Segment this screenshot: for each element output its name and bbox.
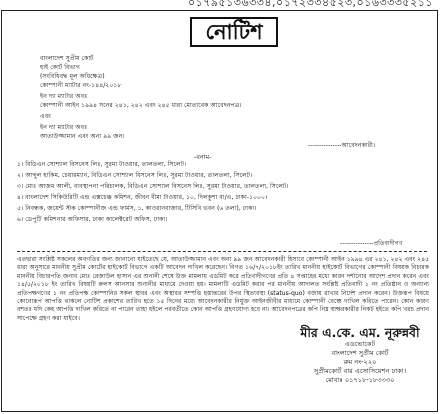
- petitioner-names: আতাউজ্জামান এবং অন্য ৯৯ জন।: [40, 133, 125, 140]
- notice-body: এতদ্বারা সংশ্লিষ্ট সকলের অবগতির জন্য জানানো যাইতেছে যে, আতাউজ্জামান এবং অন্য ৯৯ জন আবেদনকারী হিসাবে কোম্পানী আইন ১৯৯৪ এর ২৪১, ২৪২ এবং ২৪৫ ধারা অনুসারে মাননীয় সুপ্রীম কোর্টের হাইকোর্ট বিভাগে একটি আবেদন দাখিল করেছেন। বিগত ১৬/৭/২০১৮ইং তারিখ মাননীয় হাইকোর্ট বিভাগের কোম্পানী বিষয়ক বিচারক মাননীয় বিচারপতি জনাব মোঃ রেজাউল হাসান এর শুনানী শেষে উক্ত মামলায় এডমিট করে প্রতিবাদীগণের প্রতি ৪ সপ্তাহের মধ্যে কারন দর্শানোর আদেশ প্রদান করেন এবং ১৪/৫/২০১৮ ইং তারিখ বিষয়টি রুলস আনসার শুনানীর মাধ্যমে দেওয়া হয়। মামলাটি এডমিট করার পর মাননীয় আদালত সংশ্লিষ্ট প্রতিবাদী ১ নং প্রতিষ্ঠান ও অন্যান্য প্রতিপক্ষগণের ১ নং প্রতিপক্ষ কোম্পানির সকল স্থাবর এবং অস্থাবর সম্পত্তি হস্তান্তরের উপর স্থিতাবস্থা (status-quo) বজায় রাখার নির্দেশ প্রদান করেন। উক্তরূপ বিষয়ে কোনোরূপ আপত্তি থাকলে নোটিশ প্রকাশের তারিখ হতে ১৫ দিনের মধ্যে আবেদনকারীর নিযুক্ত আইনজীবীর মাধ্যমে কোম্পানী বেঞ্চে দাখিল করিতে পারেন। কোন কারণ বশতঃ যদি কেহ আপত্তি দাখিল করিতে না পারেন তাহা হইলে পরবর্তীতে কোন আপত্তি গ্রহণযোগ্য হবে না। আবেদনপত্রের কপি নিম্ন স্বাক্ষরকারীর নিকট হইতে কপি খরচ প্রদান সাপেক্ষে গ্রহণ করা যাইবে।: [17, 256, 429, 322]
- advocate-room: রুম নং-২২০: [343, 358, 377, 366]
- advocate-name: মীর এ.কে. এম. নূরুন্নবী: [300, 325, 420, 340]
- matter-label-2: ইন দ্যা ম্যাটার অবঃ: [40, 124, 88, 131]
- notice-title: নোটিশ: [190, 17, 278, 47]
- top-contact-strip: [0, 0, 441, 8]
- top-phone-numbers: ০১৭৯৫১৩৬৩৩৪,০১৭২৩৩৪৫২৩,০১৬৩৩৩৫২১১: [187, 0, 433, 8]
- respondent-3: ৩। মোঃ আজম আলী, ব্যবস্থাপনা পরিচালক, বিডিএন সোশ্যাল বিসনেস লিঃ, সুরমা টাওয়ার, তালতলা, সিলেট।: [17, 183, 289, 190]
- versus-label: -বনাম-: [194, 153, 212, 161]
- advocate-court: বাংলাদেশ সুপ্রীম কোর্ট: [331, 349, 389, 357]
- respondent-label: ---------------প্রতিবাদীগণ: [340, 240, 403, 247]
- jurisdiction: (সংবিধিবদ্ধ মূল অধিক্ষেত্র): [40, 73, 105, 80]
- respondent-1: ১। বিডিএন সোশ্যাল বিসনেস লিঃ, সুরমা টাওয়ার, তালতলা, সিলেট।: [17, 161, 187, 168]
- respondent-4: ৪। বাংলাদেশ সিকিউরিটি এন্ড এক্সচেঞ্জ কমিশন, জীবন বীমা টাওয়ার, ১০, দিলকুশা বা/এ, ঢাকা-১০০০।: [17, 194, 268, 201]
- petitioner-label: ---------------আবেদনকারী।: [308, 142, 376, 149]
- signature-block: [282, 326, 438, 385]
- respondent-5: ৫। নিবন্ধক, জয়েন্ট স্টক কোম্পানীজ এন্ড ফার্মস, ১, কাওরানবাজার, টিসিবি ভবন (৬ তলা), ঢাকা।: [17, 205, 257, 212]
- respondent-2: ২। আব্দুল হাকিম, চেয়ারম্যান, বিডিএন সোশ্যাল বিসনেস লিঃ, সুরমা টাওয়ার, তালতলা, সিলেট।: [17, 172, 253, 179]
- section-divider: [17, 251, 427, 252]
- court-name: বাংলাদেশ সুপ্রীম কোর্ট: [40, 55, 94, 62]
- and-label: এবং: [40, 113, 51, 120]
- respondent-6: ৬। ডেপুটি কমিশনার অফিসার, ঢাকা কালেক্টরেট অফিস, ঢাকা।: [17, 216, 168, 223]
- court-division: হাই কোর্ট বিভাগ: [40, 64, 80, 71]
- case-number: কোম্পানী ম্যাটার নং-১৪৪/২০১৮: [40, 82, 122, 89]
- matter-description: কোম্পানী আইন ১৯৯৪ সনের ২৪১, ২৪২ এবং ২৪৫ ধারা মোতাবেক আবেদনপত্র।: [40, 102, 242, 109]
- matter-label-1: ইন দ্যা ম্যাটার অবঃ: [40, 93, 88, 100]
- advocate-title: এডভোকেট: [344, 340, 376, 348]
- advocate-mobile: মোবাঃ ০১৭১৮-১৮৩৩৩০: [325, 376, 395, 384]
- bar-association: সুপ্রীমকোর্ট বার এসোসিয়েশন ঢাকা।: [313, 367, 407, 375]
